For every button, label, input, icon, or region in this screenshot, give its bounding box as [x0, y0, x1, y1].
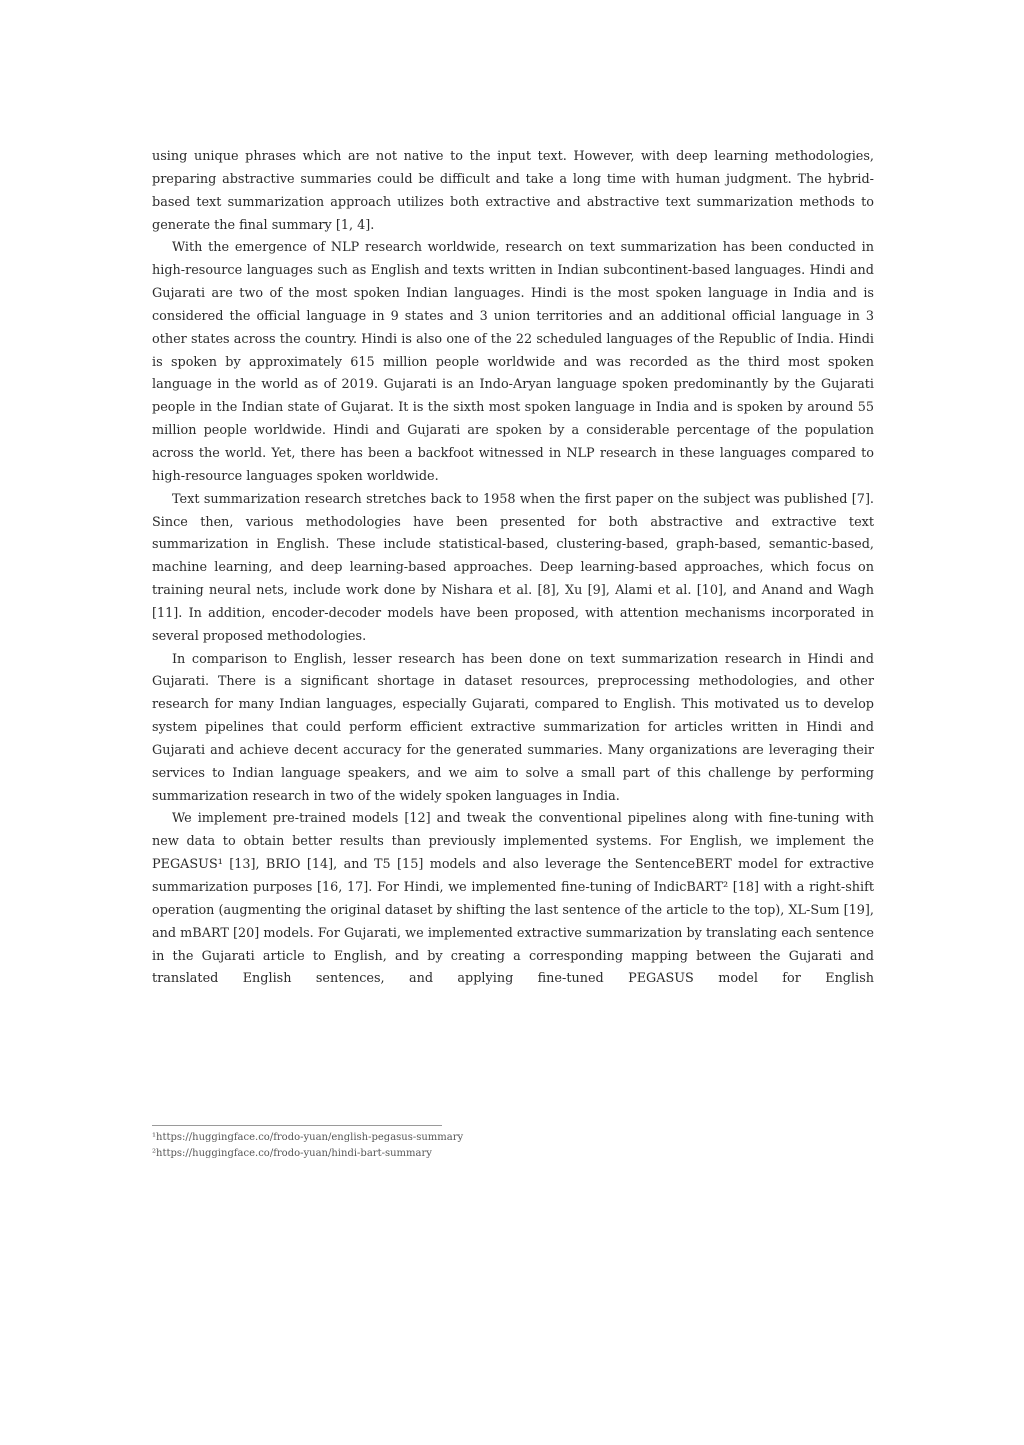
- paragraph: In comparison to English, lesser research has been done on text summarization research in Hindi and Gujarati. There is a significant shortage in dataset resources, preprocessing methodologies, and other research for many Indian languages, especially Gujarati, compared to English. This motivated us to develop system pipelines that could perform efficient extractive summarization for articles written in Hindi and Gujarati and achieve decent accuracy for the generated summaries. Many organizations are leveraging their services to Indian language speakers, and we aim to solve a small part of this challenge by performing summarization research in two of the widely spoken languages in India.: [152, 651, 874, 804]
- paragraph: using unique phrases which are not native to the input text. However, with deep learning methodologies, preparing abstractive summaries could be difficult and take a long time with human judgment. The hybrid-based text summarization approach utilizes both extractive and abstractive text summarization methods to generate the final summary [1, 4].: [152, 149, 874, 233]
- footnote-rule: [152, 1125, 442, 1126]
- paragraph: We implement pre-trained models [12] and tweak the conventional pipelines along with fine-tuning with new data to obtain better results than previously implemented systems. For English, we implement the PEGASUS¹ [13], BRIO [14], and T5 [15] models and also leverage the SentenceBERT model for extractive summarization purposes [16, 17]. For Hindi, we implemented fine-tuning of IndicBART² [18] with a right-shift operation (augmenting the original dataset by shifting the last sentence of the article to the top), XL-Sum [19], and mBART [20] models. For Gujarati, we implemented extractive summarization by translating each sentence in the Gujarati article to English, and by creating a corresponding mapping between the Gujarati and translated English sentences, and applying fine-tuned PEGASUS model for English: [152, 811, 874, 987]
- footnotes: [152, 1125, 874, 1162]
- paragraph: Text summarization research stretches back to 1958 when the first paper on the subject was published [7]. Since then, various methodologies have been presented for both abstractive and extractive text summarization in English. These include statistical-based, clustering-based, graph-based, semantic-based, machine learning, and deep learning-based approaches. Deep learning-based approaches, which focus on training neural nets, include work done by Nishara et al. [8], Xu [9], Alami et al. [10], and Anand and Wagh [11]. In addition, encoder-decoder models have been proposed, with attention mechanisms incorporated in several proposed methodologies.: [152, 491, 874, 644]
- footnote[interactable]: ²https://huggingface.co/frodo-yuan/hindi-bart-summary: [152, 1148, 432, 1159]
- footnote[interactable]: ¹https://huggingface.co/frodo-yuan/english-pegasus-summary: [152, 1132, 464, 1143]
- paragraph: With the emergence of NLP research worldwide, research on text summarization has been conducted in high-resource languages such as English and texts written in Indian subcontinent-based languages. Hindi and Gujarati are two of the most spoken Indian languages. Hindi is the most spoken language in India and is considered the official language in 9 states and 3 union territories and an additional official language in 3 other states across the country. Hindi is also one of the 22 scheduled languages of the Republic of India. Hindi is spoken by approximately 615 million people worldwide and was recorded as the third most spoken language in the world as of 2019. Gujarati is an Indo-Aryan language spoken predominantly by the Gujarati people in the Indian state of Gujarat. It is the sixth most spoken language in India and is spoken by around 55 million people worldwide. Hindi and Gujarati are spoken by a considerable percentage of the population across the world. Yet, there has been a backfoot witnessed in NLP research in these languages compared to high-resource languages spoken worldwide.: [152, 240, 874, 484]
- body-text: [152, 146, 874, 991]
